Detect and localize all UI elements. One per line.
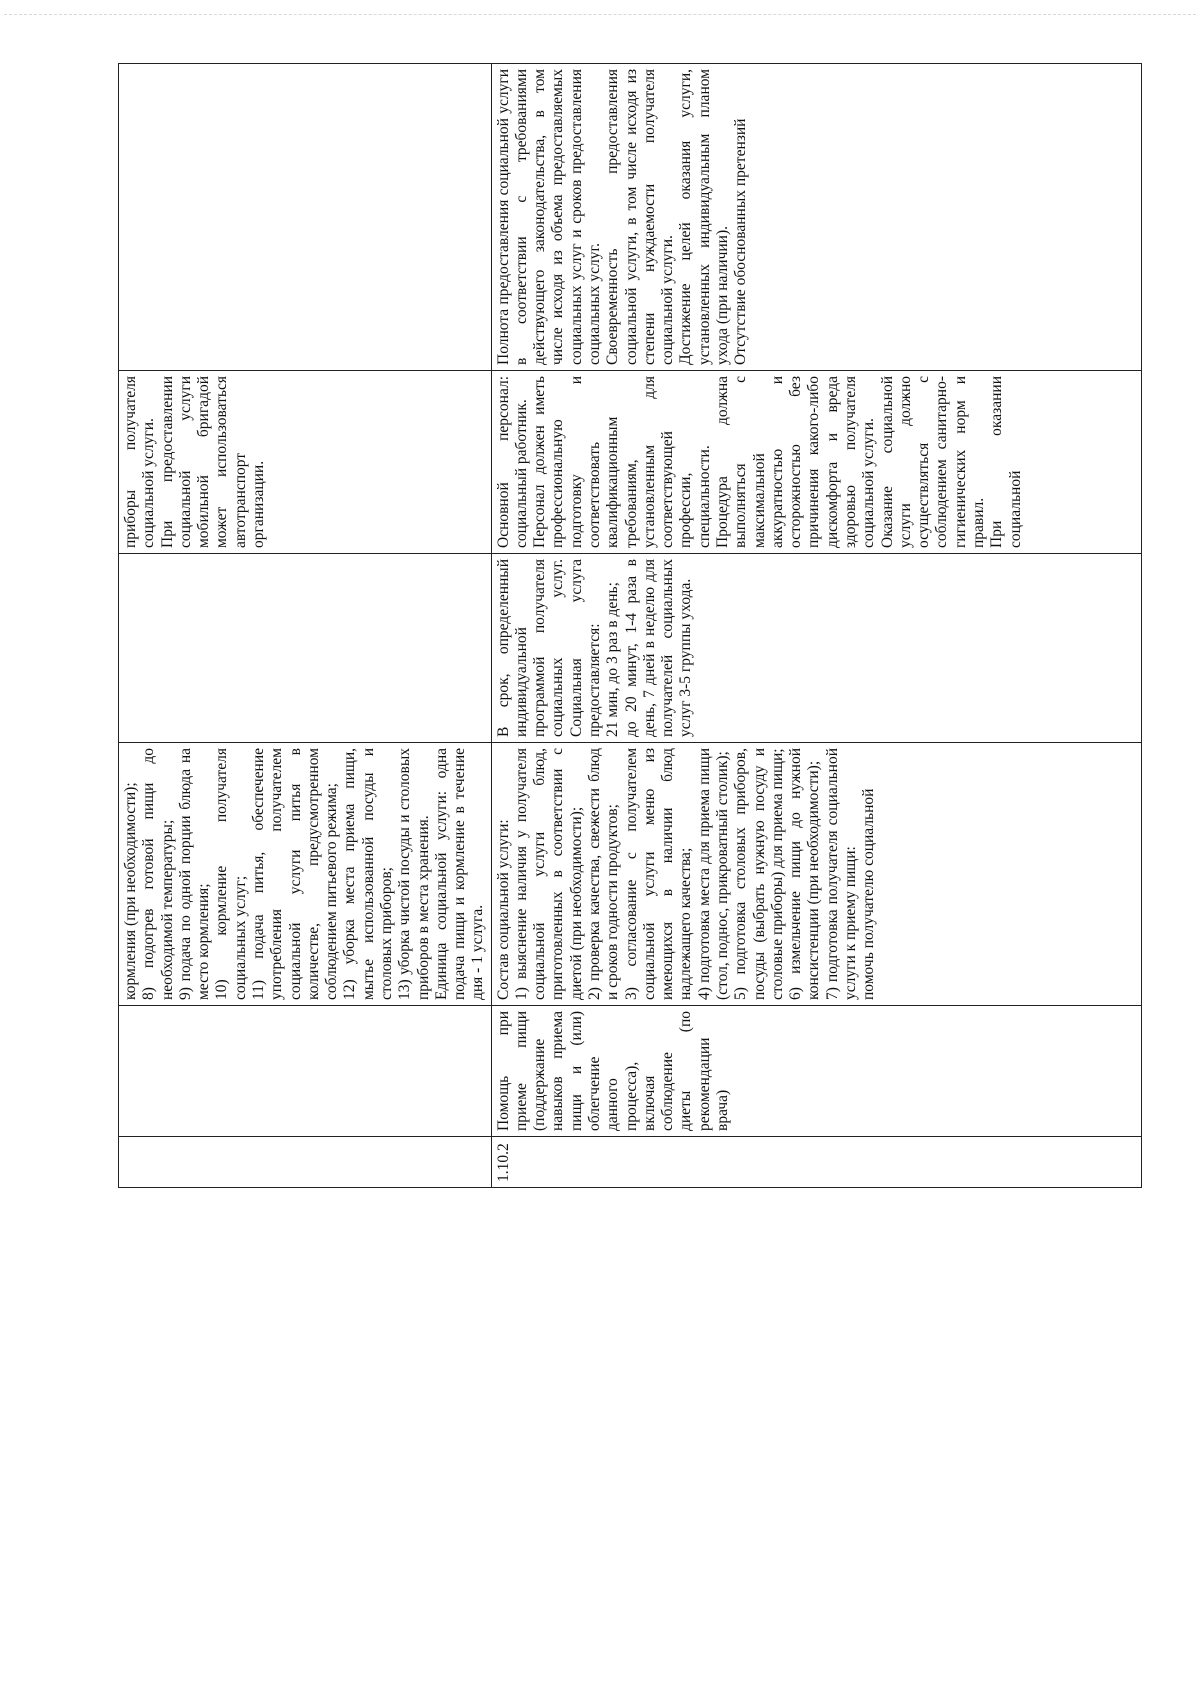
cell-content: [491, 743, 1141, 1006]
text-line: Достижение целей оказания услуги, установленных индивидуальным планом ухода (при наличии).: [677, 69, 731, 365]
text-line: Состав социальной услуги:: [494, 819, 512, 1000]
cell-number-empty: [119, 1137, 492, 1188]
text-line: 5) подготовка столовых приборов, посуды (выбрать нужную посуду и столовые приборы) для приема пищи;: [732, 748, 786, 1000]
cell-content-continued: [119, 743, 492, 1006]
text-line: 2) проверка качества, свежести блюд и сроков годности продуктов;: [586, 748, 622, 1000]
text-line: 7) подготовка получателя социальной услуги к приему пищи:: [823, 748, 859, 1000]
text-line: Своевременность предоставления социальной услуги, в том числе исходя из степени нуждаемости получателя социальной услуги.: [604, 69, 677, 365]
text-line: Единица социальной услуги: одна подача пищи и кормление в течение дня - 1 услуга.: [432, 748, 487, 1000]
text-line: Оказание социальной услуги должно осуществляться с соблюдением санитарно-гигиенических норм и правил.: [878, 376, 987, 548]
text-line: Отсутствие обоснованных претензий: [732, 118, 750, 365]
text-line: 11) подача питья, обеспечение употребления получателем социальной услуги питья в количестве, предусмотренном соблюдением питьевого режима;: [249, 748, 341, 1000]
cell-result: [491, 64, 1141, 371]
text-line: 1) выяснение наличия у получателя социальной услуги блюд, приготовленных в соответствии с диетой (при необходимости);: [512, 748, 585, 1000]
cell-number: 1.10.2: [491, 1137, 1141, 1188]
table-row-1-10-2: [491, 64, 1141, 1188]
text-line: При предоставлении социальной услуги мобильной бригадой может использоваться автотранспорт организации.: [158, 376, 267, 548]
text-line: В срок, определенный индивидуальной программой получателя социальных услуг. Социальная услуга предоставляется:: [494, 559, 604, 737]
text-line: Полнота предоставления социальной услуги в соответствии с требованиями действующего законодательства, в том числе исходя из объема предоставляемых социальных услуг и сроков предоставления социальных услуг.: [494, 69, 604, 365]
text-line: 3) согласование с получателем социальной услуги меню из имеющихся в наличии блюд надлежащего качества;: [622, 748, 695, 1000]
text-line: Персонал должен иметь профессиональную подготовку и соответствовать квалификационным требованиям, установленным для соответствующей профессии, специальности.: [531, 376, 713, 548]
text-line: 8) подогрев готовой пищи до необходимой температуры;: [140, 748, 176, 1000]
text-line: 6) измельчение пищи до нужной консистенции (при необходимости);: [787, 748, 823, 1000]
text-line: приборы получателя социальной услуги.: [122, 376, 158, 548]
cell-service-name: Помощь при приеме пищи (поддержание навыков приема пищи и (или) облегчение данного процесса), включая соблюдение диеты (по рекомендации врача): [491, 1006, 1141, 1137]
scan-top-edge: [4, 0, 1196, 15]
text-line: 10) кормление получателя социальных услуг;: [213, 748, 249, 1000]
cell-term: [491, 554, 1141, 743]
rotated-page: [118, 69, 1086, 1188]
text-line: 12) уборка места приема пищи, мытье использованной посуды и столовых приборов;: [341, 748, 395, 1000]
cell-conditions: [491, 371, 1141, 554]
cell-conditions-continued: [119, 371, 492, 554]
cell-result-empty: [119, 64, 492, 371]
text-line: 4) подготовка места для приема пищи (стол, поднос, прикроватный столик);: [695, 748, 731, 1000]
text-line: Основной персонал: социальный работник.: [494, 376, 530, 548]
cell-term-empty: [119, 554, 492, 743]
text-line: 13) уборка чистой посуды и столовых приборов в места хранения.: [396, 748, 432, 1000]
text-line: 9) подача по одной порции блюда на место кормления;: [176, 748, 213, 1000]
text-line: помочь получателю социальной: [860, 788, 878, 1000]
text-line: Процедура должна выполняться с максимальной аккуратностью и осторожностью без причинения какого-либо дискомфорта и вреда здоровью получателя социальной услуги.: [714, 376, 878, 548]
services-table: [118, 63, 1142, 1188]
text-line: При оказании социальной: [988, 376, 1024, 548]
text-line: 21 мин, до 3 раз в день;: [604, 582, 622, 737]
text-line: кормления (при необходимости);: [122, 782, 139, 1000]
text-line: до 20 минут, 1-4 раза в день, 7 дней в неделю для получателей социальных услуг 3-5 группы ухода.: [622, 559, 695, 737]
table-row-continuation: [119, 64, 492, 1188]
cell-name-empty: [119, 1006, 492, 1137]
